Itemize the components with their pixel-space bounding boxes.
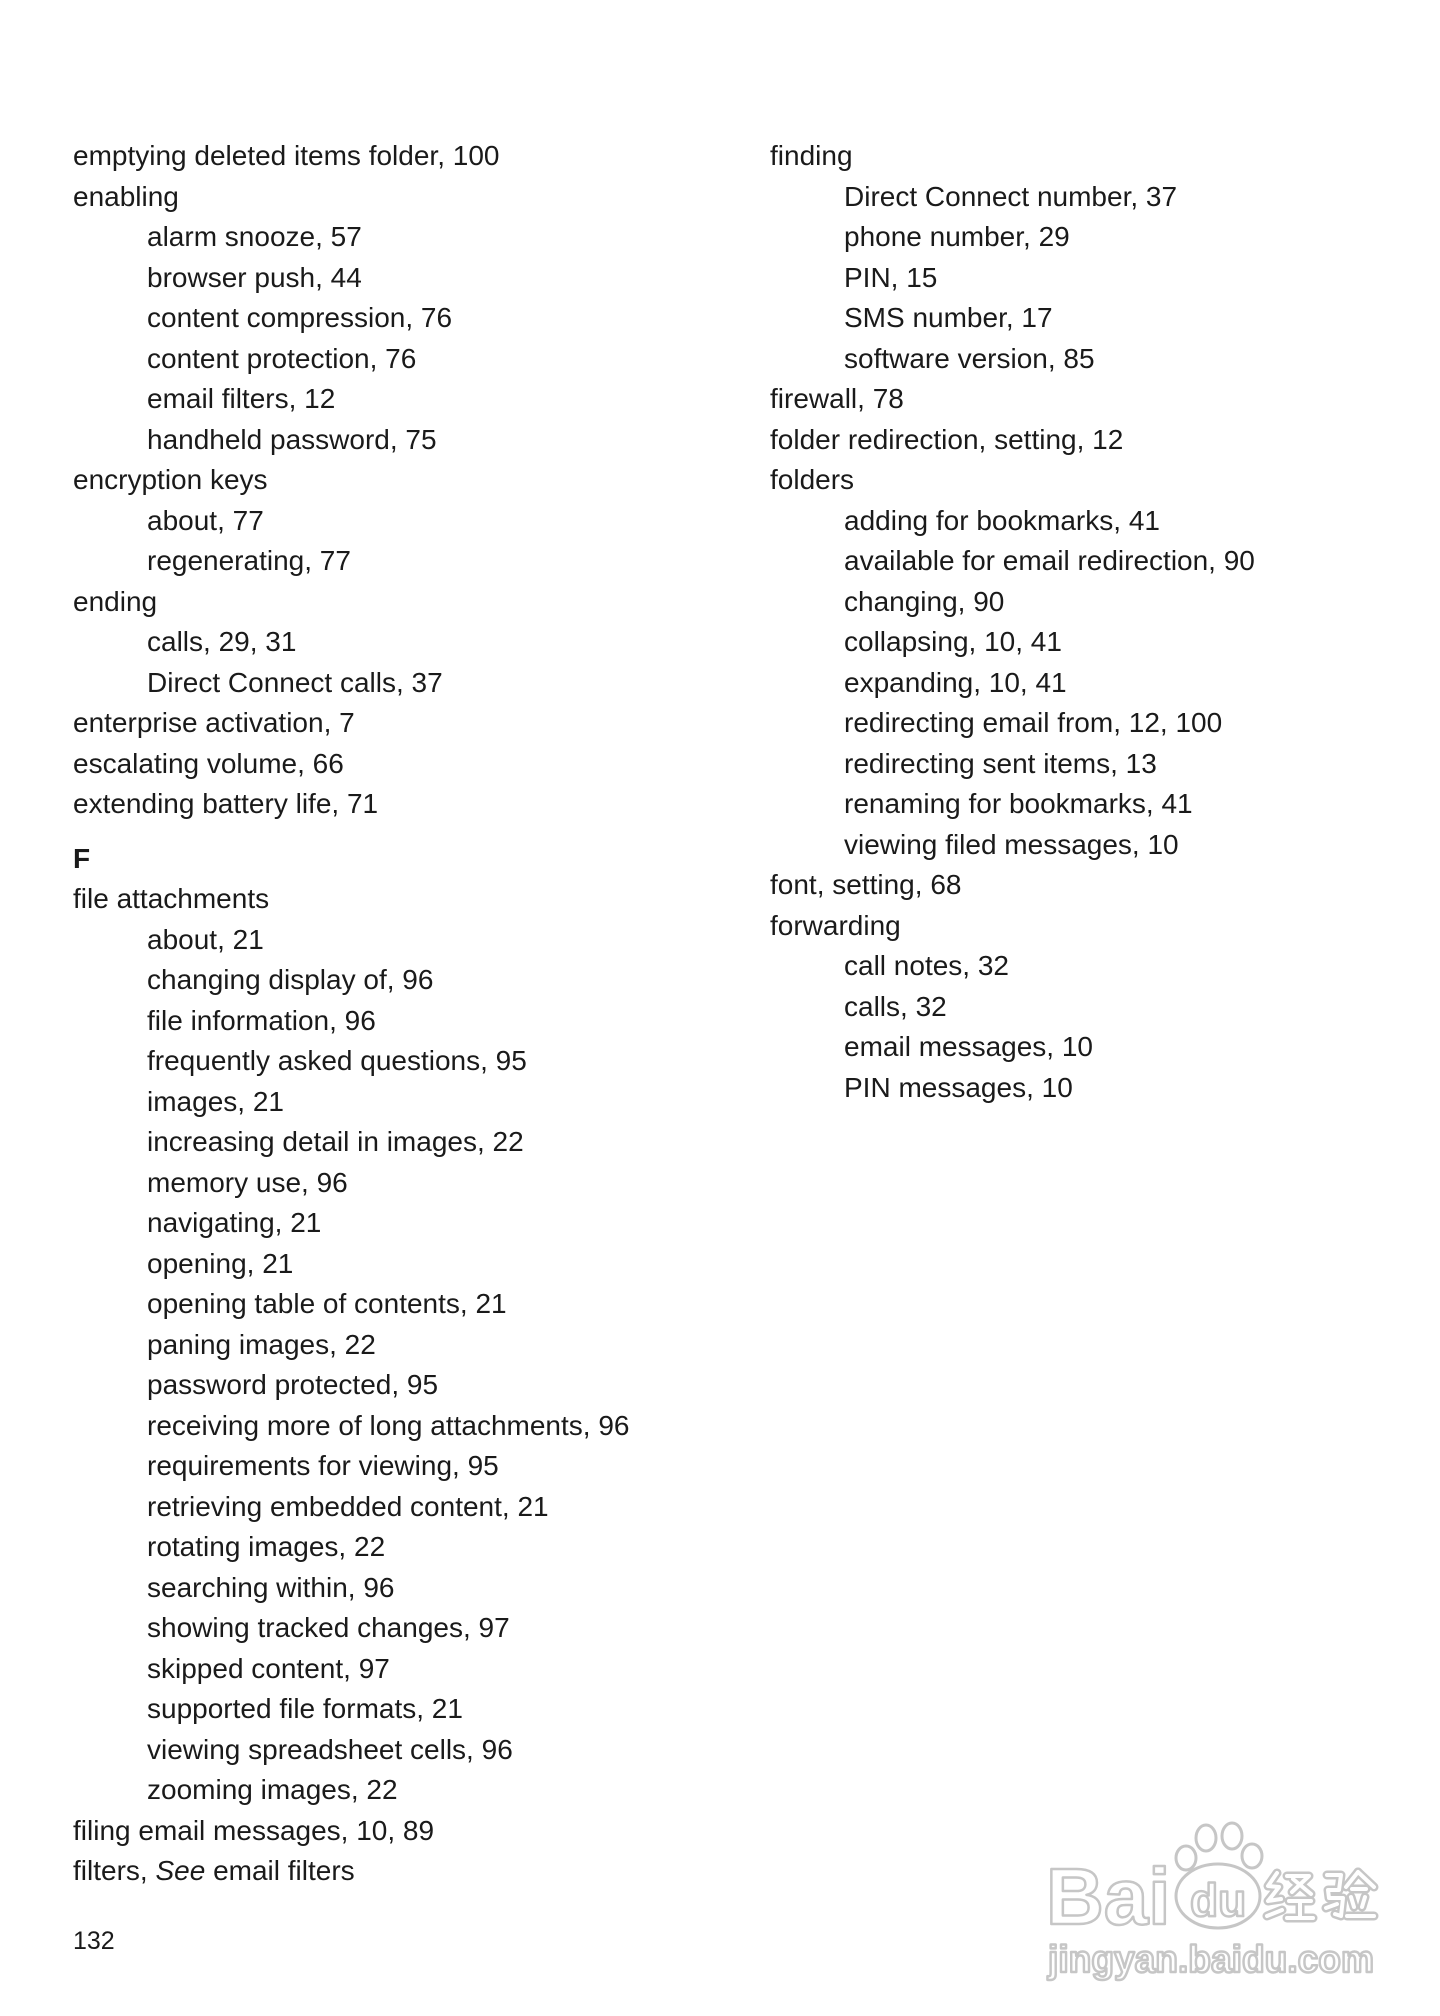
- index-subentry: memory use, 96: [147, 1166, 348, 1198]
- cross-reference-see: See: [155, 1855, 206, 1886]
- index-entry: encryption keys: [73, 464, 268, 495]
- index-subentry: content protection, 76: [147, 342, 417, 374]
- index-subentry: changing, 90: [844, 585, 1005, 617]
- index-subentry: call notes, 32: [844, 950, 1009, 981]
- index-subentry: zooming images, 22: [147, 1774, 398, 1805]
- index-subentry: alarm snooze, 57: [147, 221, 362, 252]
- watermark-url: jingyan.baidu.com: [1047, 1939, 1374, 1981]
- index-entry: enabling: [73, 180, 179, 212]
- index-entry: filing email messages, 10, 89: [73, 1814, 435, 1846]
- index-subentry: rotating images, 22: [147, 1531, 386, 1562]
- watermark-brand-left: Bai: [1046, 1852, 1171, 1941]
- index-subentry: images, 21: [147, 1085, 284, 1117]
- index-column-left: [73, 136, 629, 1892]
- index-entry: finding: [770, 140, 853, 171]
- index-entry: folders: [770, 464, 855, 495]
- index-subentry: frequently asked questions, 95: [147, 1045, 527, 1076]
- index-subentry: paning images, 22: [147, 1328, 376, 1360]
- index-entry: enterprise activation, 7: [73, 707, 355, 738]
- watermark-chinese-lettering: [1267, 1872, 1374, 1918]
- index-subentry: about, 21: [147, 923, 264, 955]
- index-entry: folder redirection, setting, 12: [770, 423, 1124, 455]
- index-subentry: Direct Connect calls, 37: [147, 666, 443, 698]
- index-subentry: expanding, 10, 41: [844, 666, 1067, 698]
- index-subentry: calls, 29, 31: [147, 626, 297, 657]
- index-column-right: [770, 136, 1255, 1108]
- index-entry: extending battery life, 71: [73, 788, 379, 819]
- index-subentry: showing tracked changes, 97: [147, 1612, 510, 1643]
- index-subentry: retrieving embedded content, 21: [147, 1490, 549, 1522]
- index-subentry: PIN messages, 10: [844, 1071, 1073, 1103]
- baidu-jingyan-watermark: [1040, 1812, 1385, 1988]
- index-subentry: redirecting sent items, 13: [844, 747, 1157, 779]
- index-subentry: phone number, 29: [844, 221, 1070, 252]
- index-entry: file attachments: [73, 883, 270, 914]
- index-subentry: opening table of contents, 21: [147, 1288, 507, 1319]
- index-subentry: changing display of, 96: [147, 964, 434, 995]
- index-subentry: viewing filed messages, 10: [844, 828, 1179, 860]
- index-subentry: redirecting email from, 12, 100: [844, 707, 1223, 738]
- watermark-brand-right: du: [1190, 1874, 1247, 1926]
- index-entry: font, setting, 68: [770, 869, 962, 900]
- index-subentry: navigating, 21: [147, 1207, 322, 1238]
- index-subentry: email messages, 10: [844, 1031, 1094, 1062]
- index-entry: forwarding: [770, 909, 901, 941]
- index-subentry: handheld password, 75: [147, 423, 437, 455]
- index-subentry: increasing detail in images, 22: [147, 1126, 524, 1157]
- index-subentry: renaming for bookmarks, 41: [844, 788, 1193, 819]
- index-subentry: skipped content, 97: [147, 1652, 390, 1684]
- index-subentry: browser push, 44: [147, 261, 362, 293]
- index-letter-heading: F: [73, 842, 91, 874]
- index-subentry: PIN, 15: [844, 261, 938, 293]
- index-subentry: receiving more of long attachments, 96: [147, 1409, 630, 1441]
- page-number: 132: [73, 1927, 115, 1955]
- index-subentry: SMS number, 17: [844, 302, 1053, 333]
- index-subentry: Direct Connect number, 37: [844, 180, 1178, 212]
- index-entry: ending: [73, 585, 158, 617]
- index-subentry: requirements for viewing, 95: [147, 1450, 499, 1481]
- index-subentry: content compression, 76: [147, 302, 453, 333]
- index-subentry: calls, 32: [844, 990, 947, 1022]
- index-entry: escalating volume, 66: [73, 747, 344, 779]
- index-entry: firewall, 78: [770, 383, 904, 414]
- index-subentry: about, 77: [147, 504, 264, 536]
- index-entry-text: filters,: [73, 1855, 156, 1886]
- index-subentry: software version, 85: [844, 342, 1095, 374]
- index-subentry: opening, 21: [147, 1247, 294, 1279]
- index-subentry: available for email redirection, 90: [844, 545, 1255, 576]
- index-subentry: password protected, 95: [147, 1369, 439, 1400]
- index-entry-text: email filters: [205, 1855, 355, 1886]
- index-subentry: searching within, 96: [147, 1571, 395, 1603]
- index-subentry: viewing spreadsheet cells, 96: [147, 1733, 513, 1765]
- index-subentry: file information, 96: [147, 1004, 376, 1036]
- index-subentry: regenerating, 77: [147, 545, 351, 576]
- index-subentry: adding for bookmarks, 41: [844, 504, 1160, 536]
- index-subentry: supported file formats, 21: [147, 1693, 463, 1724]
- index-subentry: collapsing, 10, 41: [844, 626, 1062, 657]
- index-entry: [73, 1851, 629, 1892]
- index-subentry: email filters, 12: [147, 383, 336, 414]
- index-entry: emptying deleted items folder, 100: [73, 140, 500, 171]
